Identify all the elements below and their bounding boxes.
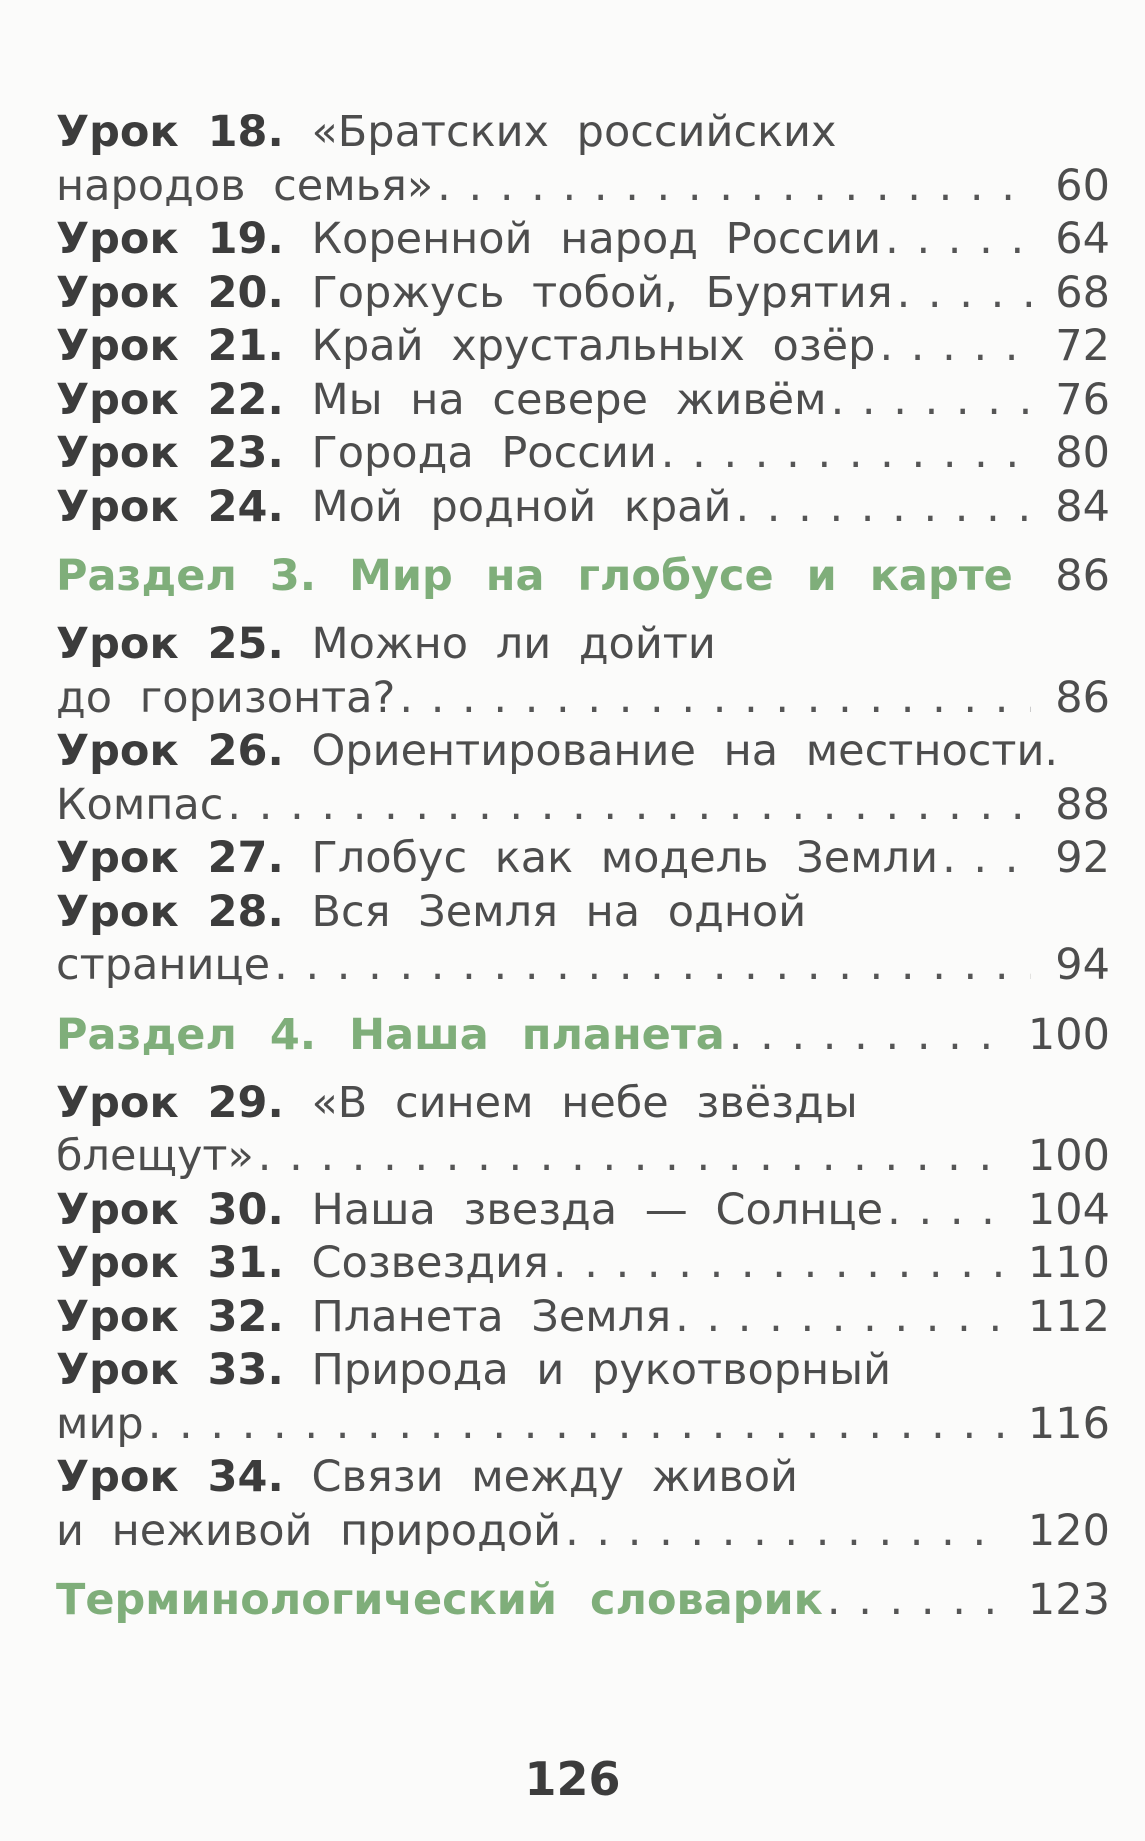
entry-page-number: 84 — [1055, 481, 1110, 532]
toc-entry-29b[interactable] — [56, 1130, 1110, 1184]
lesson-title: блещут» — [56, 1131, 254, 1181]
lesson-title: Вся Земля на одной — [311, 886, 807, 937]
toc-entry-28b[interactable] — [56, 939, 1110, 993]
entry-text — [56, 320, 875, 374]
entry-page-number: 110 — [1027, 1238, 1110, 1288]
lesson-title: Наша звезда — Солнце — [311, 1184, 884, 1235]
dot-leader — [887, 1184, 1004, 1238]
toc-entry-18[interactable] — [56, 106, 1110, 160]
toc-block-lessons-18-24 — [56, 106, 1110, 534]
entry-text — [56, 939, 270, 993]
lesson-title: Связи между живой — [311, 1452, 798, 1502]
dot-leader — [661, 427, 1031, 481]
page-number-folio: 126 — [524, 1752, 621, 1806]
entry-text — [56, 1344, 891, 1398]
section-title: Раздел 3. Мир на глобусе и карте — [56, 551, 1013, 601]
toc-entry-18b[interactable] — [56, 160, 1110, 214]
dot-leader — [258, 1130, 1004, 1184]
dot-leader — [553, 1237, 1004, 1291]
entry-text — [56, 1077, 858, 1131]
lesson-title: «В синем небе звёзды — [311, 1077, 858, 1128]
entry-page-number: 86 — [1055, 672, 1110, 723]
lesson-title: Созвездия — [311, 1238, 549, 1288]
toc-entry-31[interactable] — [56, 1237, 1110, 1291]
lesson-number: Урок 32. — [56, 1291, 284, 1342]
toc-entry-26b[interactable] — [56, 779, 1110, 833]
toc-entry-30[interactable] — [56, 1184, 1110, 1238]
lesson-number: Урок 31. — [56, 1238, 284, 1288]
toc-entry-28[interactable] — [56, 886, 1110, 940]
lesson-number: Урок 33. — [56, 1345, 284, 1395]
toc-entry-25[interactable] — [56, 618, 1110, 672]
entry-text — [56, 1130, 254, 1184]
entry-text — [56, 213, 881, 267]
entry-text — [56, 886, 806, 940]
glossary-page-number: 123 — [1027, 1575, 1110, 1625]
entry-text — [56, 832, 938, 886]
entry-text — [56, 106, 836, 160]
toc-entry-19[interactable] — [56, 213, 1110, 267]
lesson-title: Можно ли дойти — [311, 619, 716, 669]
entry-text — [56, 672, 395, 726]
lesson-title: Горжусь тобой, Бурятия — [311, 267, 893, 318]
entry-text — [56, 618, 716, 672]
dot-leader — [897, 267, 1032, 321]
entry-text — [56, 1184, 883, 1238]
entry-text — [56, 160, 433, 214]
lesson-title: Глобус как модель Земли — [311, 833, 939, 883]
dot-leader — [274, 939, 1031, 993]
entry-page-number: 64 — [1055, 214, 1110, 264]
dot-leader — [399, 672, 1031, 726]
lesson-number: Урок 34. — [56, 1452, 284, 1502]
lesson-title: и неживой природой — [56, 1505, 562, 1556]
toc-entry-26[interactable] — [56, 725, 1110, 779]
entry-text — [56, 725, 1058, 779]
entry-page-number: 68 — [1055, 267, 1110, 318]
glossary-title: Терминологический словарик — [56, 1575, 823, 1625]
lesson-number: Урок 28. — [56, 886, 284, 937]
entry-text — [56, 427, 657, 481]
entry-page-number: 94 — [1055, 940, 1110, 990]
lesson-number: Урок 18. — [56, 107, 284, 157]
entry-text — [56, 779, 223, 833]
toc-entry-29[interactable] — [56, 1077, 1110, 1131]
lesson-number: Урок 24. — [56, 481, 284, 532]
toc-entry-21[interactable] — [56, 320, 1110, 374]
lesson-title: Природа и рукотворный — [311, 1345, 892, 1395]
entry-text — [56, 1451, 798, 1505]
entry-page-number: 100 — [1027, 1131, 1110, 1181]
dot-leader — [942, 832, 1031, 886]
toc-block-lessons-29-34 — [56, 1077, 1110, 1559]
lesson-title: Мой родной край — [311, 481, 732, 532]
section-page-number: 100 — [1027, 1009, 1110, 1060]
lesson-title: мир — [56, 1398, 144, 1449]
toc-section-3[interactable] — [56, 546, 1110, 606]
dot-leader — [148, 1398, 1004, 1452]
entry-text — [56, 1291, 671, 1345]
toc-entry-34[interactable] — [56, 1451, 1110, 1505]
dot-leader — [831, 374, 1032, 428]
lesson-number: Урок 30. — [56, 1184, 284, 1235]
lesson-title: странице — [56, 940, 271, 990]
lesson-title: народов семья» — [56, 160, 434, 211]
section-title: Раздел 4. Наша планета — [56, 1009, 725, 1060]
entry-page-number: 60 — [1055, 160, 1110, 211]
dot-leader — [675, 1291, 1004, 1345]
entry-page-number: 120 — [1027, 1505, 1110, 1556]
lesson-title: Ориентирование на местности. — [311, 726, 1059, 776]
toc-entry-23[interactable] — [56, 427, 1110, 481]
dot-leader — [729, 1005, 1004, 1065]
dot-leader — [565, 1505, 1004, 1559]
lesson-number: Урок 22. — [56, 374, 284, 425]
entry-page-number: 76 — [1055, 374, 1110, 425]
lesson-number: Урок 19. — [56, 214, 284, 264]
toc-entry-20[interactable] — [56, 267, 1110, 321]
dot-leader — [437, 160, 1031, 214]
lesson-title: Мы на севере живём — [311, 374, 827, 425]
lesson-number: Урок 27. — [56, 833, 284, 883]
lesson-number: Урок 20. — [56, 267, 284, 318]
entry-text — [56, 481, 731, 535]
lesson-number: Урок 23. — [56, 428, 284, 478]
lesson-title: Коренной народ России — [311, 214, 882, 264]
section-page-number: 86 — [1055, 551, 1110, 601]
entry-page-number: 88 — [1055, 779, 1110, 830]
lesson-title: Компас — [56, 779, 224, 830]
dot-leader — [735, 481, 1031, 535]
toc-entry-33b[interactable] — [56, 1398, 1110, 1452]
lesson-title: Города России — [311, 428, 657, 478]
toc-entry-24[interactable] — [56, 481, 1110, 535]
toc-entry-33[interactable] — [56, 1344, 1110, 1398]
table-of-contents — [56, 106, 1110, 1630]
entry-page-number: 112 — [1027, 1291, 1110, 1342]
toc-entry-32[interactable] — [56, 1291, 1110, 1345]
entry-text — [56, 267, 893, 321]
entry-page-number: 104 — [1027, 1184, 1110, 1235]
toc-entry-27[interactable] — [56, 832, 1110, 886]
entry-page-number: 80 — [1055, 428, 1110, 478]
entry-page-number: 92 — [1055, 833, 1110, 883]
toc-block-lessons-25-28 — [56, 618, 1110, 993]
toc-entry-25b[interactable] — [56, 672, 1110, 726]
lesson-title: «Братских российских — [311, 107, 837, 157]
lesson-number: Урок 26. — [56, 726, 284, 776]
dot-leader — [885, 213, 1031, 267]
lesson-title: Планета Земля — [311, 1291, 672, 1342]
entry-text — [56, 1505, 561, 1559]
entry-page-number: 72 — [1055, 321, 1110, 371]
entry-page-number: 116 — [1027, 1398, 1110, 1449]
toc-glossary[interactable] — [56, 1570, 1110, 1630]
lesson-number: Урок 21. — [56, 321, 284, 371]
dot-leader — [879, 320, 1031, 374]
dot-leader — [827, 1570, 1004, 1630]
lesson-title: до горизонта? — [56, 672, 396, 723]
entry-text — [56, 1398, 144, 1452]
toc-entry-34b[interactable] — [56, 1505, 1110, 1559]
lesson-number: Урок 29. — [56, 1077, 284, 1128]
toc-entry-22[interactable] — [56, 374, 1110, 428]
toc-section-4[interactable] — [56, 1005, 1110, 1065]
lesson-title: Край хрустальных озёр — [311, 321, 876, 371]
lesson-number: Урок 25. — [56, 619, 284, 669]
dot-leader — [227, 779, 1031, 833]
entry-text — [56, 1237, 549, 1291]
entry-text — [56, 374, 827, 428]
